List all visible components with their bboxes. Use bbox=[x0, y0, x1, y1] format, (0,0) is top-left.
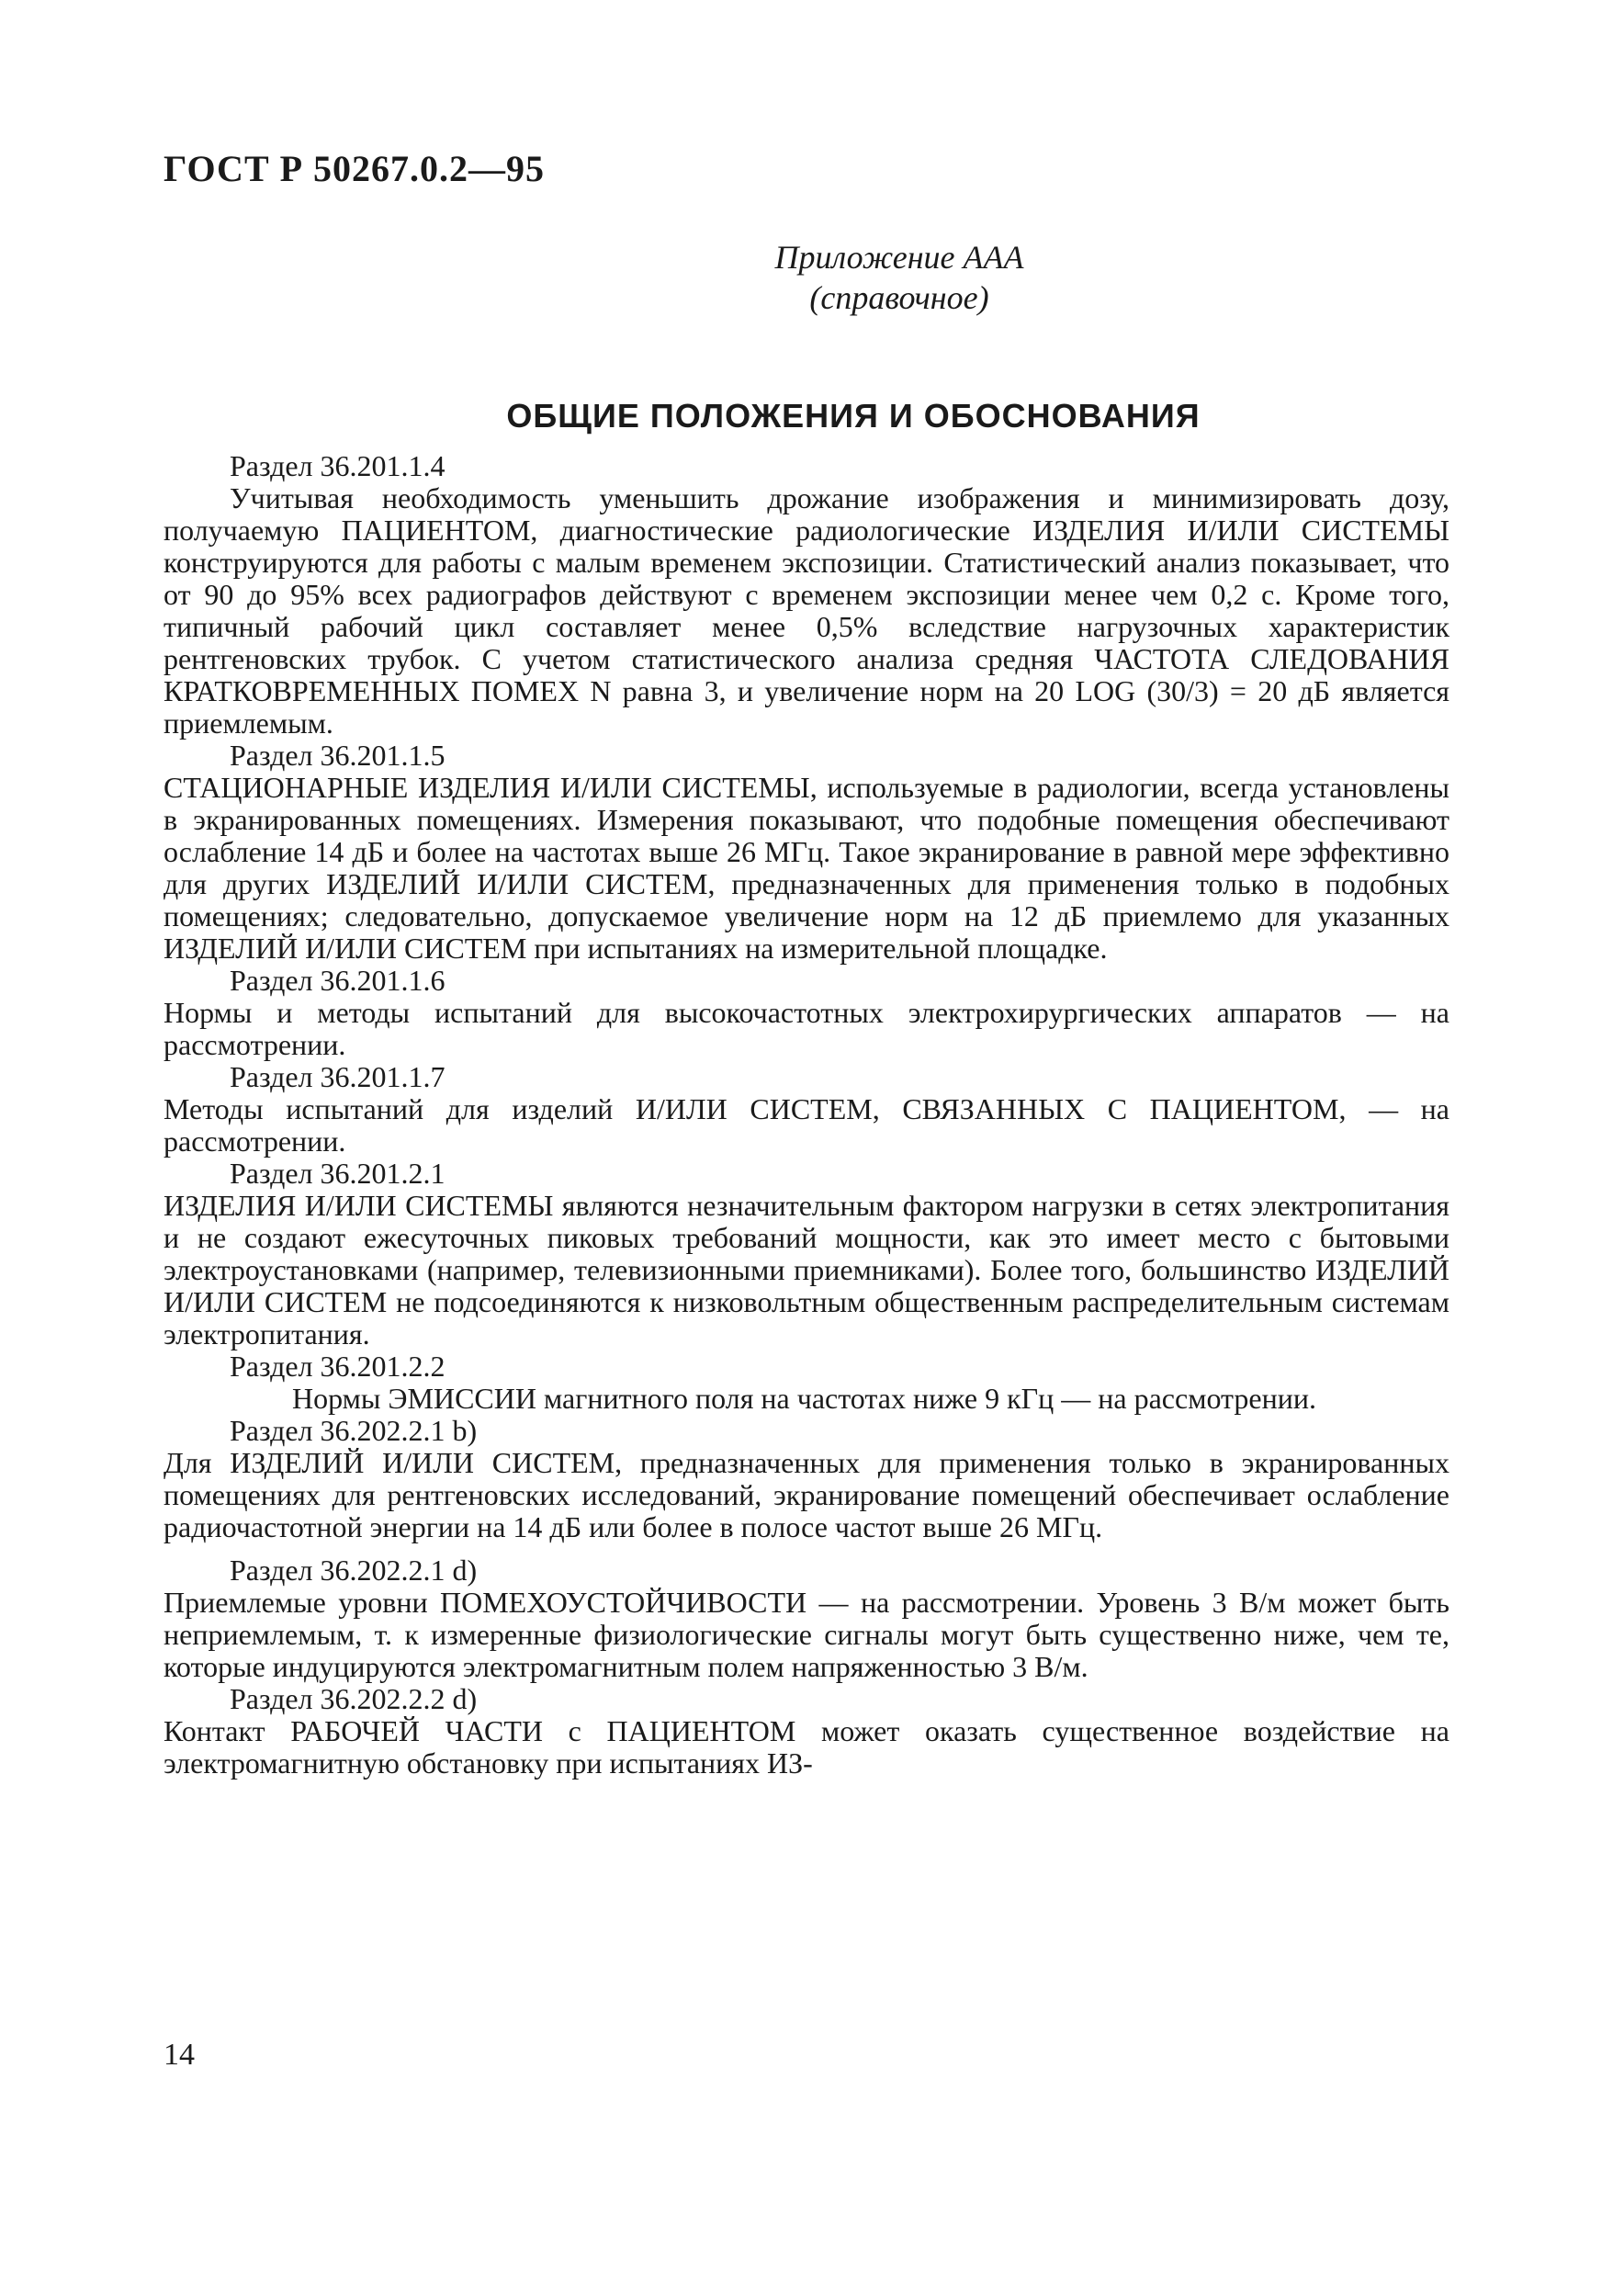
section-heading: Раздел 36.202.2.1 b) bbox=[230, 1414, 478, 1447]
section-text: ИЗДЕЛИЯ И/ИЛИ СИСТЕМЫ являются незначительным фактором нагрузки в сетях электропитания и не создают ежесуточных пиковых требований мощности, как это имеет место с бытовыми электроустановками (например, телевизионными приемниками). Более того, большинство ИЗДЕЛИЙ И/ИЛИ СИСТЕМ не подсоединяются к низковольтным общественным распределительным системам электропитания. bbox=[164, 1189, 1449, 1350]
section-text: Контакт РАБОЧЕЙ ЧАСТИ с ПАЦИЕНТОМ может оказать существенное воздействие на электромагнитную обстановку при испытаниях ИЗ- bbox=[164, 1714, 1449, 1780]
section-text: Для ИЗДЕЛИЙ И/ИЛИ СИСТЕМ, предназначенных для применения только в экранированных помещениях для рентгеновских исследований, экранирование помещений обеспечивает ослабление радиочастотной энергии на 14 дБ или более в полосе частот выше 26 МГц. bbox=[164, 1446, 1449, 1543]
page-number: 14 bbox=[164, 2038, 195, 2072]
section-heading: Раздел 36.201.2.1 bbox=[230, 1157, 445, 1190]
section-heading: Раздел 36.201.1.7 bbox=[230, 1060, 445, 1093]
section-text: Нормы ЭМИССИИ магнитного поля на частотах ниже 9 кГц — на рассмотрении. bbox=[292, 1382, 1316, 1415]
section-text: Методы испытаний для изделий И/ИЛИ СИСТЕМ, СВЯЗАННЫХ С ПАЦИЕНТОМ, — на рассмотрении. bbox=[164, 1092, 1449, 1158]
section-text: Приемлемые уровни ПОМЕХОУСТОЙЧИВОСТИ — на рассмотрении. Уровень 3 В/м может быть неприемлемым, т. к измеренные физиологические сигналы могут быть существенно ниже, чем те, которые индуцируются электромагнитным полем напряженностью 3 В/м. bbox=[164, 1586, 1449, 1683]
section-heading: Раздел 36.201.1.5 bbox=[230, 739, 445, 772]
appendix-type: (справочное) bbox=[809, 279, 989, 316]
section-heading: Раздел 36.201.2.2 bbox=[230, 1350, 445, 1383]
section-text: СТАЦИОНАРНЫЕ ИЗДЕЛИЯ И/ИЛИ СИСТЕМЫ, используемые в радиологии, всегда установлены в экранированных помещениях. Измерения показывают, что подобные помещения обеспечивают ослабление 14 дБ и более на частотах выше 26 МГц. Такое экранирование в равной мере эффективно для других ИЗДЕЛИЙ И/ИЛИ СИСТЕМ, предназначенных для применения только в подобных помещениях; следовательно, допускаемое увеличение норм на 12 дБ приемлемо для указанных ИЗДЕЛИЙ И/ИЛИ СИСТЕМ при испытаниях на измерительной площадке. bbox=[164, 771, 1449, 965]
appendix-title: Приложение ААА bbox=[774, 239, 1024, 276]
section-heading: Раздел 36.201.1.4 bbox=[230, 449, 445, 482]
section-title: ОБЩИЕ ПОЛОЖЕНИЯ И ОБОСНОВАНИЯ bbox=[506, 397, 1201, 435]
section-heading: Раздел 36.202.2.1 d) bbox=[230, 1554, 478, 1587]
document-header: ГОСТ Р 50267.0.2—95 bbox=[164, 148, 546, 189]
section-text: Нормы и методы испытаний для высокочастотных электрохирургических аппаратов — на рассмотрении. bbox=[164, 996, 1449, 1061]
section-heading: Раздел 36.202.2.2 d) bbox=[230, 1682, 478, 1715]
section-text: Учитывая необходимость уменьшить дрожание изображения и минимизировать дозу, получаемую ПАЦИЕНТОМ, диагностические радиологические ИЗДЕЛИЯ И/ИЛИ СИСТЕМЫ конструируются для работы с малым временем экспозиции. Статистический анализ показывает, что от 90 до 95% всех радиографов действуют с временем экспозиции менее чем 0,2 с. Кроме того, типичный рабочий цикл составляет менее 0,5% вследствие нагрузочных характеристик рентгеновских трубок. С учетом статистического анализа средняя ЧАСТОТА СЛЕДОВАНИЯ КРАТКОВРЕМЕННЫХ ПОМЕХ N равна 3, и увеличение норм на 20 LOG (30/3) = 20 дБ является приемлемым. bbox=[164, 481, 1449, 740]
section-heading: Раздел 36.201.1.6 bbox=[230, 964, 445, 997]
document-body bbox=[164, 450, 1449, 1780]
appendix-label bbox=[0, 237, 1624, 318]
